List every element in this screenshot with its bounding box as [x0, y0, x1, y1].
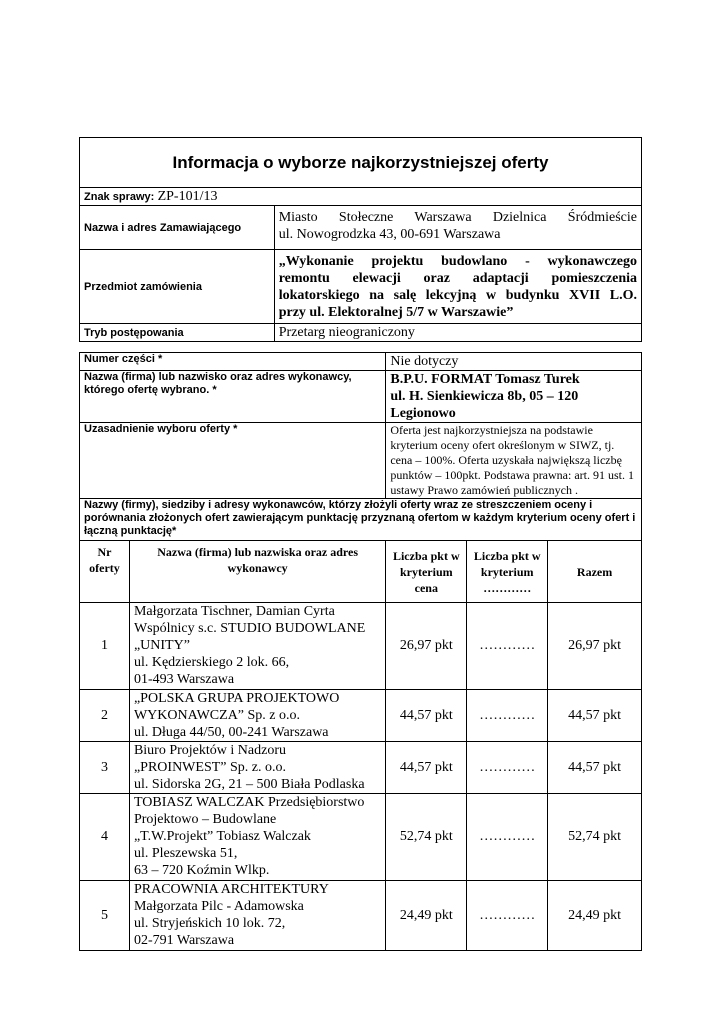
uzasadnienie-text: Oferta jest najkorzystniejsza na podstawie kryterium oceny ofert określonym w SIWZ, tj. cena – 100%. Oferta uzyskała największą liczbę punktów – 100pkt. Podstawa prawna: art. 91 ust. 1 ustawy Prawo zamówień publicznych . [386, 423, 642, 499]
header-cena: Liczba pkt w kryterium cena [386, 541, 467, 603]
row-line: ul. Sidorska 2G, 21 – 500 Biała Podlaska [133, 777, 365, 792]
zamawiajacy-line1: Miasto Stołeczne Warszawa Dzielnica Śródmieście [278, 210, 637, 225]
numer-value: Nie dotyczy [386, 353, 642, 371]
row-line: Projektowo – Budowlane [133, 812, 277, 827]
row-line: PRACOWNIA ARCHITEKTURY [133, 882, 329, 897]
row-line: „POLSKA GRUPA PROJEKTOWO [133, 691, 340, 706]
row-kryterium: ………… [467, 881, 548, 951]
row-nr: 2 [80, 690, 130, 742]
row-razem: 52,74 pkt [548, 794, 642, 881]
wybrany-label: Nazwa (firma) lub nazwisko oraz adres wykonawcy, którego ofertę wybrano. * [80, 371, 386, 423]
tryb-value: Przetarg nieograniczony [274, 324, 641, 342]
row-line: ul. Długa 44/50, 00-241 Warszawa [133, 725, 329, 740]
row-cena: 44,57 pkt [386, 690, 467, 742]
tryb-label: Tryb postępowania [80, 324, 275, 342]
row-kryterium: ………… [467, 742, 548, 794]
row-razem: 26,97 pkt [548, 603, 642, 690]
row-line: 01-493 Warszawa [133, 672, 235, 687]
row-line: ul. Pleszewska 51, [133, 846, 238, 861]
row-line: ul. Stryjeńskich 10 lok. 72, [133, 916, 286, 931]
row-razem: 44,57 pkt [548, 690, 642, 742]
header-kryterium: Liczba pkt w kryterium ………… [467, 541, 548, 603]
row-line: WYKONAWCZA” Sp. z o.o. [133, 708, 301, 723]
header-razem: Razem [548, 541, 642, 603]
row-nr: 1 [80, 603, 130, 690]
row-cena: 24,49 pkt [386, 881, 467, 951]
row-cena: 52,74 pkt [386, 794, 467, 881]
row-line: „T.W.Projekt” Tobiasz Walczak [133, 829, 311, 844]
row-line: ul. Kędzierskiego 2 lok. 66, [133, 655, 290, 670]
row-line: Wspólnicy s.c. STUDIO BUDOWLANE [133, 621, 366, 636]
row-line: 02-791 Warszawa [133, 933, 235, 948]
row-line: Biuro Projektów i Nadzoru [133, 743, 286, 758]
row-cena: 26,97 pkt [386, 603, 467, 690]
przedmiot-label: Przedmiot zamówienia [80, 250, 275, 324]
row-line: 63 – 720 Koźmin Wlkp. [133, 863, 270, 878]
header-table [79, 137, 642, 342]
page-title: Informacja o wyborze najkorzystniejszej oferty [80, 138, 642, 188]
row-nr: 3 [80, 742, 130, 794]
row-cena: 44,57 pkt [386, 742, 467, 794]
table-row [80, 881, 642, 951]
table-row [80, 742, 642, 794]
row-razem: 24,49 pkt [548, 881, 642, 951]
row-razem: 44,57 pkt [548, 742, 642, 794]
table-row [80, 603, 642, 690]
row-line: „PROINWEST” Sp. z. o.o. [133, 760, 286, 775]
nazwy-label: Nazwy (firmy), siedziby i adresy wykonawców, którzy złożyli oferty wraz ze streszczeniem oceny i porównania złożonych ofert zawierającym punktację przyznaną ofertom w każdym kryterium oceny ofert i łączną punktację* [80, 499, 642, 541]
przedmiot-line: lokatorskiego na salę lekcyjną w budynku XVII L.O. [278, 288, 637, 303]
row-kryterium: ………… [467, 794, 548, 881]
row-nr: 4 [80, 794, 130, 881]
row-line: „UNITY” [133, 638, 190, 653]
row-line: Małgorzata Pilc - Adamowska [133, 899, 304, 914]
znak-value: ZP-101/13 [157, 189, 218, 204]
row-line: TOBIASZ WALCZAK Przedsiębiorstwo [133, 795, 365, 810]
row-line: Małgorzata Tischner, Damian Cyrta [133, 604, 335, 619]
table-row [80, 690, 642, 742]
przedmiot-line: „Wykonanie projektu budowlano - wykonawczego [278, 254, 637, 269]
numer-label: Numer części * [80, 353, 386, 371]
header-nr: Nr oferty [80, 541, 130, 603]
wybrany-line1: B.P.U. FORMAT Tomasz Turek [390, 372, 580, 387]
przedmiot-line: remontu elewacji oraz adaptacji pomieszczenia [278, 271, 637, 286]
uzasadnienie-label: Uzasadnienie wyboru oferty * [80, 423, 386, 499]
header-nazwa: Nazwa (firma) lub nazwiska oraz adres wykonawcy [129, 541, 385, 603]
wybrany-line2: ul. H. Sienkiewicza 8b, 05 – 120 Legionowo [390, 389, 579, 421]
row-kryterium: ………… [467, 603, 548, 690]
zamawiajacy-label: Nazwa i adres Zamawiającego [80, 206, 275, 250]
row-kryterium: ………… [467, 690, 548, 742]
znak-label: Znak sprawy: [84, 191, 155, 203]
offers-table [79, 352, 642, 951]
row-nr: 5 [80, 881, 130, 951]
table-row [80, 794, 642, 881]
przedmiot-line: przy ul. Elektoralnej 5/7 w Warszawie” [278, 305, 514, 320]
zamawiajacy-line2: ul. Nowogrodzka 43, 00-691 Warszawa [278, 227, 501, 242]
